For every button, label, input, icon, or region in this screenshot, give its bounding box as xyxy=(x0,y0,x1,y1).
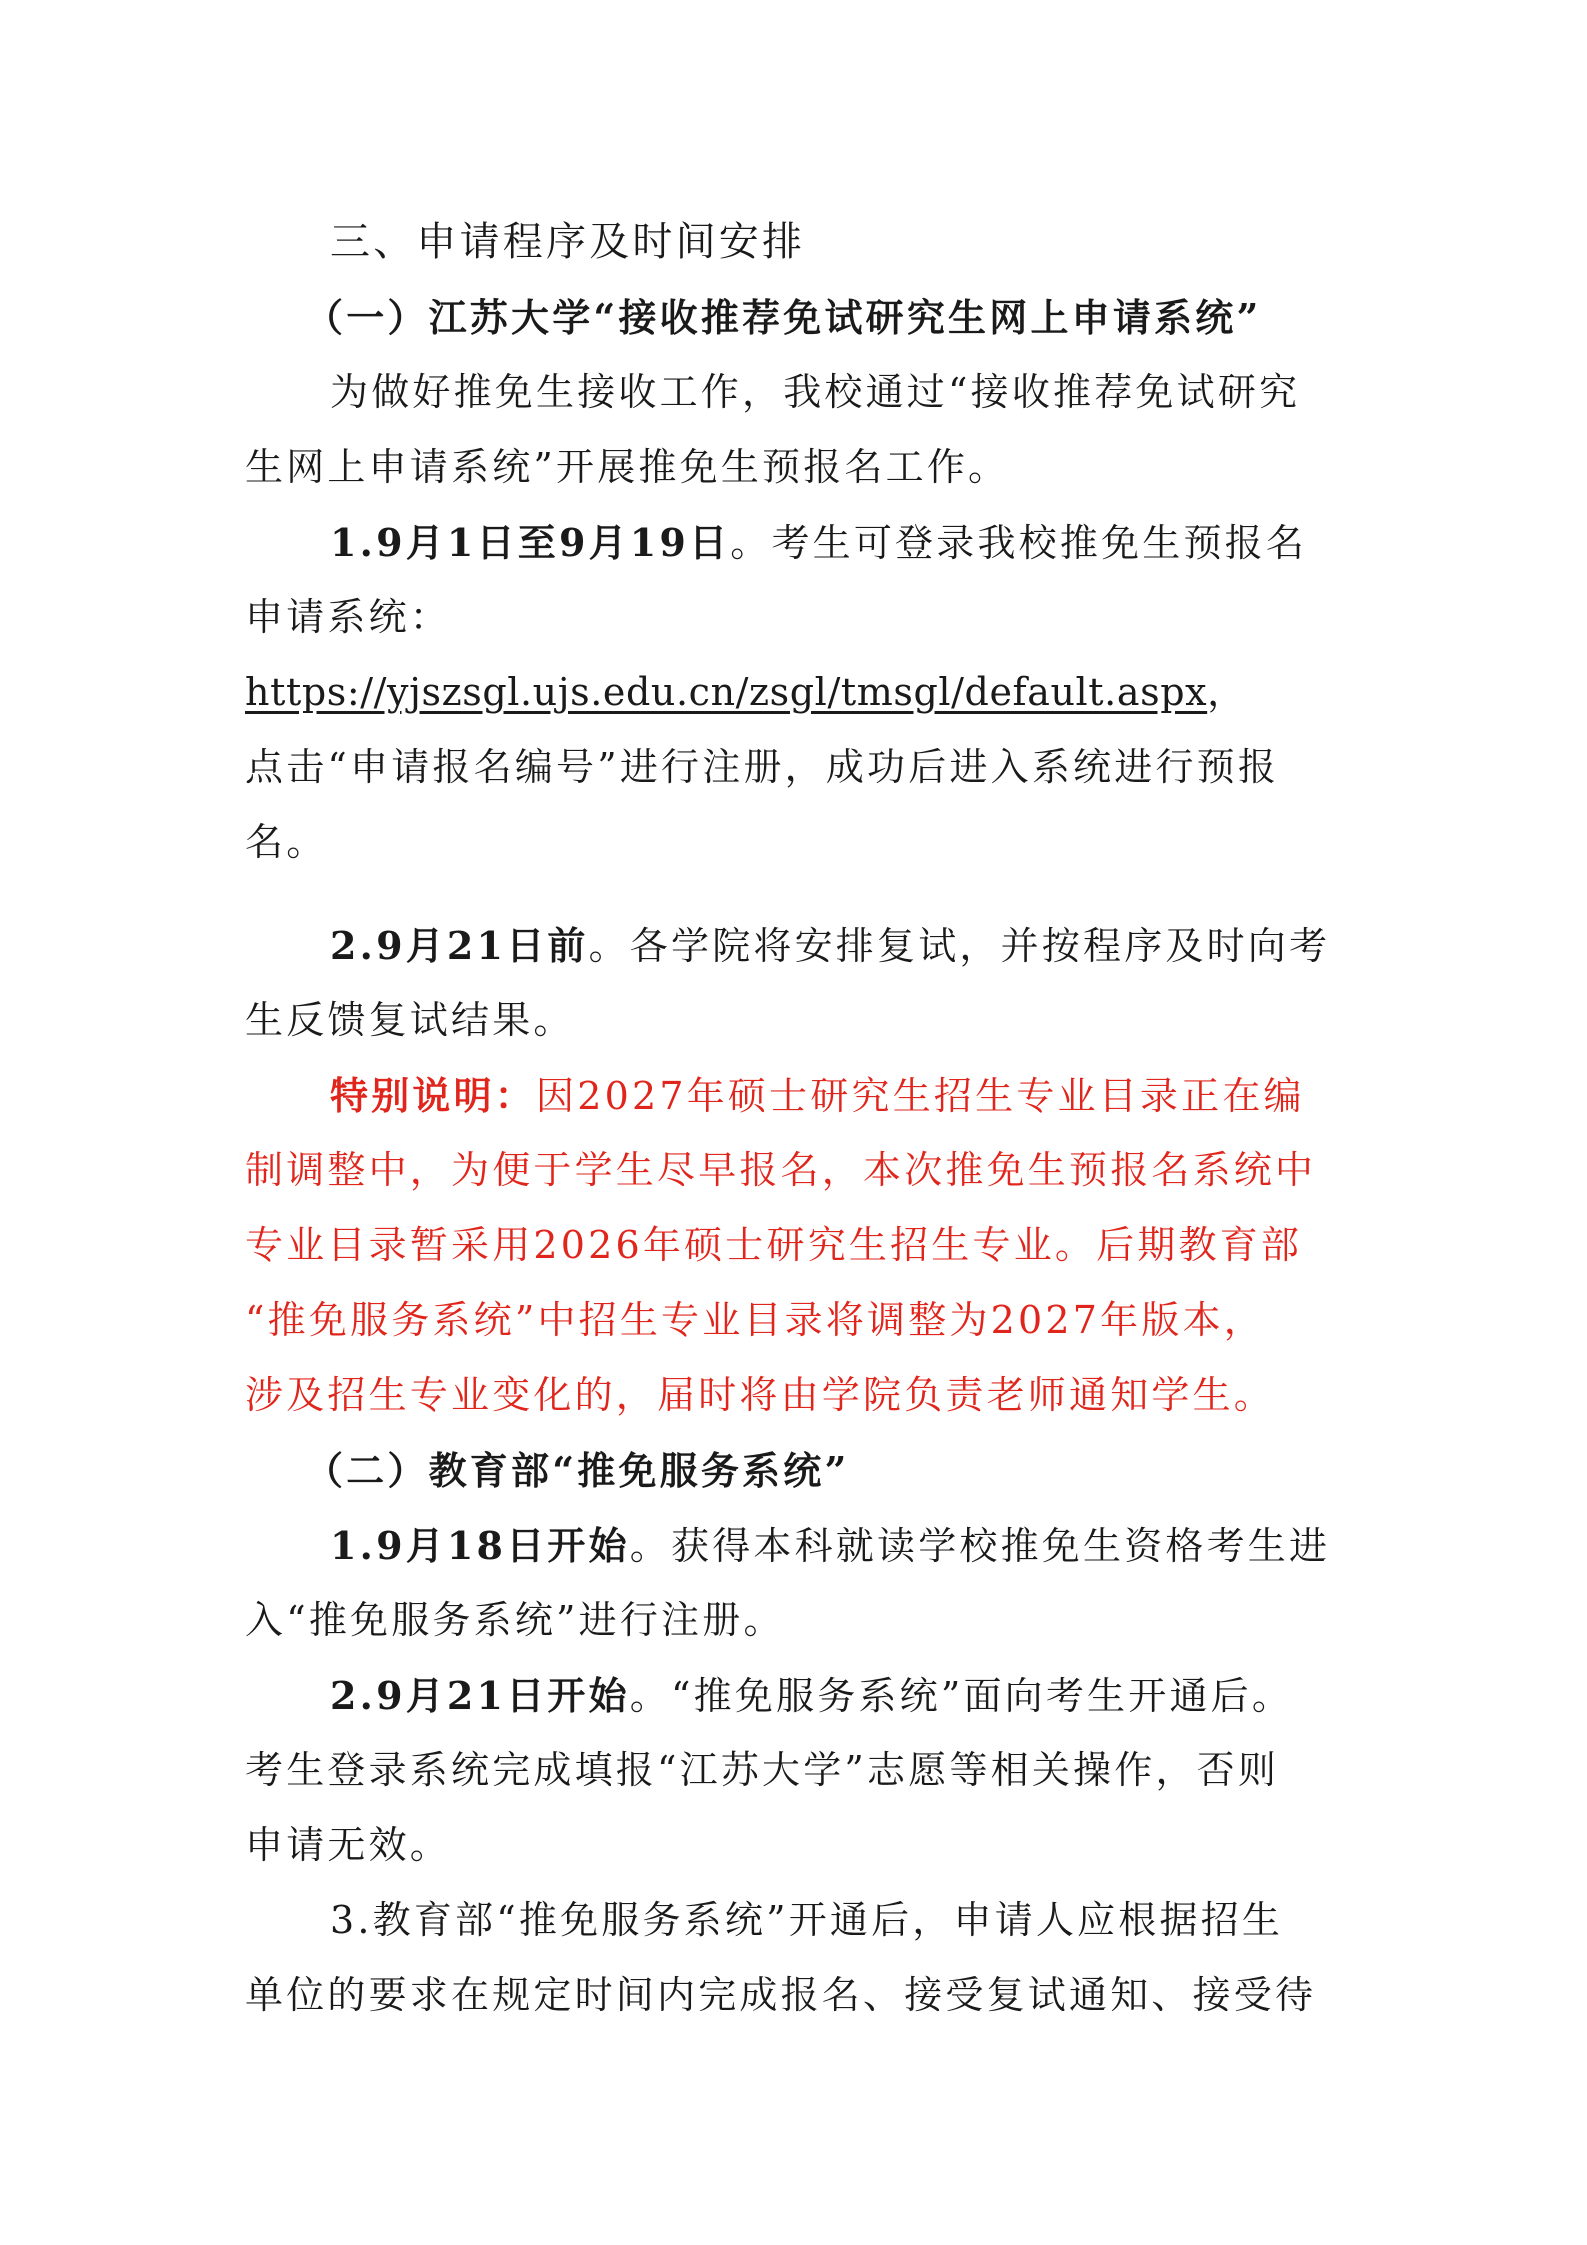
item-2-line-2: 生反馈复试结果。 xyxy=(245,998,575,1042)
notice-line-2: 制调整中，为便于学生尽早报名，本次推免生预报名系统中 xyxy=(245,1148,1317,1192)
subsection-2-title: （二）教育部“推免服务系统” xyxy=(305,1448,850,1493)
item-2-text: 。各学院将安排复试，并按程序及时向考 xyxy=(588,924,1331,968)
section-title: 三、申请程序及时间安排 xyxy=(330,219,806,265)
item-1-url-line xyxy=(245,655,1353,730)
notice-line-1 xyxy=(245,1058,1353,1133)
notice-label: 特别说明： xyxy=(330,1073,537,1118)
notice-line-4: “推免服务系统”中招生专业目录将调整为2027年版本， xyxy=(245,1298,1265,1342)
document-body xyxy=(245,205,1353,2033)
url-suffix: ， xyxy=(1207,670,1249,714)
notice-line-5: 涉及招生专业变化的，届时将由学院负责老师通知学生。 xyxy=(245,1373,1276,1417)
item-2-label: 2.9月21日前 xyxy=(330,923,589,968)
moe-item-2-line-3: 申请无效。 xyxy=(245,1823,452,1867)
moe-item-2-line-2: 考生登录系统完成填报“江苏大学”志愿等相关操作，否则 xyxy=(245,1748,1280,1792)
moe-item-2-label: 2.9月21日开始 xyxy=(330,1673,630,1718)
paragraph-gap xyxy=(245,880,1353,908)
moe-item-2-text: 。“推免服务系统”面向考生开通后。 xyxy=(629,1674,1294,1718)
item-1-text: 。考生可登录我校推免生预报名 xyxy=(730,521,1308,565)
moe-item-1-label: 1.9月18日开始 xyxy=(330,1523,630,1568)
item-1-label: 1.9月1日至9月19日 xyxy=(330,520,731,565)
item-2-line-1 xyxy=(245,908,1353,983)
moe-item-1-text: 。获得本科就读学校推免生资格考生进 xyxy=(629,1524,1331,1568)
notice-line-3: 专业目录暂采用2026年硕士研究生招生专业。后期教育部 xyxy=(245,1223,1303,1267)
moe-item-3-line-1: 3.教育部“推免服务系统”开通后，申请人应根据招生 xyxy=(330,1898,1284,1942)
item-1-line-5: 名。 xyxy=(245,820,328,864)
moe-item-1-line-2: 入“推免服务系统”进行注册。 xyxy=(245,1598,785,1642)
moe-item-3-line-2: 单位的要求在规定时间内完成报名、接受复试通知、接受待 xyxy=(245,1973,1317,2017)
item-1-line-4: 点击“申请报名编号”进行注册，成功后进入系统进行预报 xyxy=(245,745,1280,789)
paragraph-intro-line-1: 为做好推免生接收工作，我校通过“接收推荐免试研究 xyxy=(330,370,1301,414)
item-1-line-2: 申请系统： xyxy=(245,595,452,639)
moe-item-1-line-1 xyxy=(245,1508,1353,1583)
paragraph-intro-line-2: 生网上申请系统”开展推免生预报名工作。 xyxy=(245,445,1010,489)
notice-text: 因2027年硕士研究生招生专业目录正在编 xyxy=(536,1074,1305,1118)
subsection-1-title: （一）江苏大学“接收推荐免试研究生网上申请系统” xyxy=(305,295,1262,340)
item-1-line-1 xyxy=(245,505,1353,580)
moe-item-2-line-1 xyxy=(245,1658,1353,1733)
application-system-link[interactable]: https://yjszsgl.ujs.edu.cn/zsgl/tmsgl/default.aspx xyxy=(245,670,1208,714)
